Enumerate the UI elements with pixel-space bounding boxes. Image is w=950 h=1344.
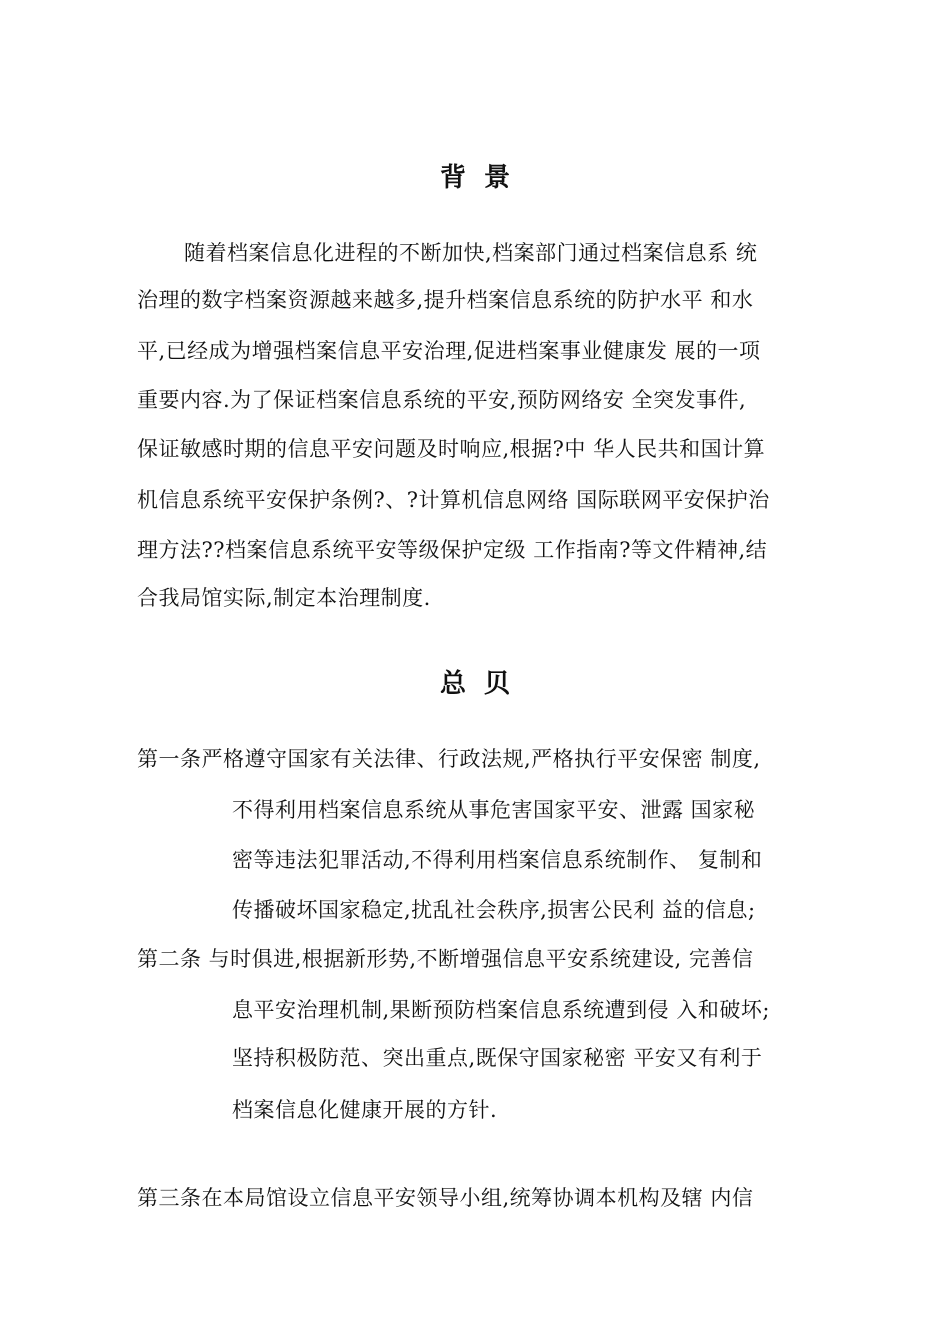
article-1-line-3: 密等违法犯罪活动,不得利用档案信息系统制作、 复制和	[232, 848, 763, 872]
background-line-5: 保证敏感时期的信息平安问题及时响应,根据?中 华人民共和国计算	[137, 437, 766, 461]
general-heading: 总贝	[439, 669, 528, 699]
background-line-4: 重要内容.为了保证档案信息系统的平安,预防网络安 全突发事件,	[137, 388, 747, 412]
article-2-line-1: 第二条 与时俱进,根据新形势,不断增强信息平安系统建设, 完善信	[137, 947, 754, 971]
background-line-3: 平,已经成为增强档案信息平安治理,促进档案事业健康发 展的一项	[137, 339, 761, 363]
article-3-line-1: 第三条在本局馆设立信息平安领导小组,统筹协调本机构及辖 内信	[137, 1186, 754, 1210]
background-line-1: 随着档案信息化进程的不断加快,档案部门通过档案信息系 统	[184, 241, 758, 265]
article-1-line-1: 第一条严格遵守国家有关法律、行政法规,严格执行平安保密 制度,	[137, 747, 761, 771]
article-2-line-4: 档案信息化健康开展的方针.	[232, 1098, 498, 1122]
background-line-7: 理方法??档案信息系统平安等级保护定级 工作指南?等文件精神,结	[137, 538, 768, 562]
background-line-2: 治理的数字档案资源越来越多,提升档案信息系统的防护水平 和水	[137, 288, 754, 312]
background-line-8: 合我局馆实际,制定本治理制度.	[137, 586, 431, 610]
background-line-6: 机信息系统平安保护条例?、?计算机信息网络 国际联网平安保护治	[137, 488, 770, 512]
article-1-line-2: 不得利用档案信息系统从事危害国家平安、泄露 国家秘	[232, 798, 756, 822]
background-heading: 背景	[439, 163, 528, 193]
article-1-line-4: 传播破坏国家稳定,扰乱社会秩序,损害公民利 益的信息;	[232, 898, 756, 922]
article-2-line-3: 坚持积极防范、突出重点,既保守国家秘密 平安又有利于	[232, 1046, 763, 1070]
article-2-line-2: 息平安治理机制,果断预防档案信息系统遭到侵 入和破坏;	[232, 998, 770, 1022]
